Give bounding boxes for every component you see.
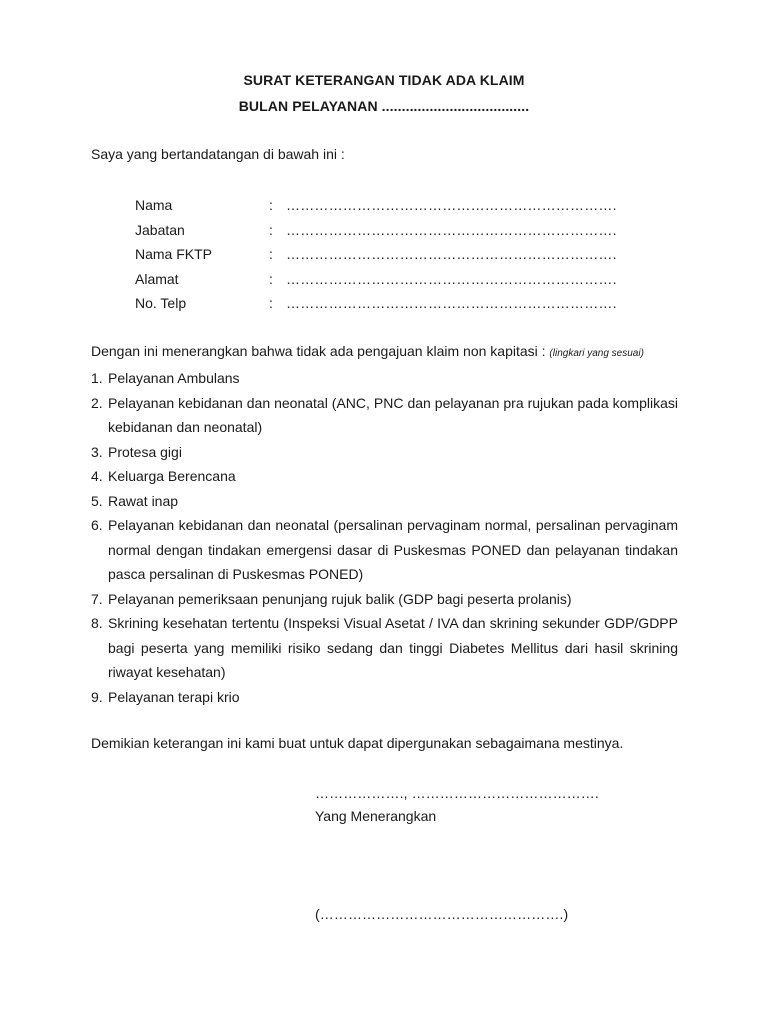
form-field-nama-fktp[interactable]: ……………………………………………………………. [286,246,617,263]
list-item[interactable] [91,464,678,489]
form-row-alamat [135,269,655,294]
list-item-text: Skrining kesehatan tertentu (Inspeksi Visual Asetat / IVA dan skrining sekunder GDP/GDPP bagi peserta yang memiliki risiko sedang dan tinggi Diabetes Mellitus dari hasil skrining riwayat kesehatan) [108,615,678,680]
list-number: 2. [91,394,103,411]
list-item-text: Pelayanan kebidanan dan neonatal (ANC, PNC dan pelayanan pra rujukan pada komplikasi kebidanan dan neonatal) [108,394,678,435]
document-title: SURAT KETERANGAN TIDAK ADA KLAIM [243,72,525,88]
form-label: Nama [135,197,173,213]
list-item[interactable] [91,587,678,612]
form-field-nama[interactable]: ……………………………………………………………. [286,197,617,213]
list-number: 1. [91,370,103,386]
form-colon: : [269,270,273,287]
list-item-text: Pelayanan kebidanan dan neonatal (persalinan pervaginam normal, persalinan pervaginam normal dengan tindakan emergensi dasar di Puskesmas PONED dan pelayanan tindakan pasca persalinan di Puskesmas PONED) [108,517,678,582]
signature-place-date[interactable]: ………………., …………………………………. [315,785,599,801]
form-label: Nama FKTP [135,246,213,263]
closing-text: Demikian keterangan ini kami buat untuk dapat dipergunakan sebagaimana mestinya. [91,735,624,751]
form-label: Alamat [135,270,179,287]
list-number: 9. [91,688,103,705]
form-field-alamat[interactable]: ……………………………………………………………. [286,270,617,287]
statement-note: (lingkari yang sesuai) [549,348,644,359]
list-item[interactable] [91,489,678,514]
form-colon: : [269,246,273,263]
form-colon: : [269,197,273,213]
list-item-text: Pelayanan pemeriksaan penunjang rujuk balik (GDP bagi peserta prolanis) [108,590,572,607]
statement-main: Dengan ini menerangkan bahwa tidak ada pengajuan klaim non kapitasi : [91,343,546,359]
form-colon: : [269,295,273,312]
list-item[interactable] [91,366,678,391]
list-item-text: Pelayanan Ambulans [108,370,240,386]
form-row-nama [135,195,655,220]
signature-name-line[interactable]: (…………………………………………….) [315,906,569,922]
list-item[interactable] [91,685,678,710]
statement-text [91,343,644,359]
form-row-jabatan [135,220,655,245]
list-number: 7. [91,590,103,607]
form-field-no-telp[interactable]: ……………………………………………………………. [286,295,617,312]
list-number: 3. [91,443,103,460]
form-row-no-telp [135,293,655,318]
claim-list [91,366,678,709]
signature-role: Yang Menerangkan [315,808,437,824]
list-item[interactable] [91,611,678,685]
form-row-nama-fktp [135,244,655,269]
form-field-jabatan[interactable]: ……………………………………………………………. [286,221,617,238]
list-item[interactable] [91,440,678,465]
list-item[interactable] [91,513,678,587]
list-number: 8. [91,615,103,631]
list-item-text: Keluarga Berencana [108,468,236,484]
form-label: Jabatan [135,221,185,238]
list-number: 4. [91,468,103,484]
list-item-text: Pelayanan terapi krio [108,688,240,705]
list-item-text: Rawat inap [108,492,179,509]
list-item[interactable] [91,391,678,440]
document-subtitle: BULAN PELAYANAN ..................................... [238,98,530,114]
identity-form [135,195,655,318]
list-number: 6. [91,517,103,533]
list-number: 5. [91,492,103,509]
list-item-text: Protesa gigi [108,443,182,460]
form-colon: : [269,221,273,238]
intro-text: Saya yang bertandatangan di bawah ini : [91,146,345,162]
form-label: No. Telp [135,295,187,312]
